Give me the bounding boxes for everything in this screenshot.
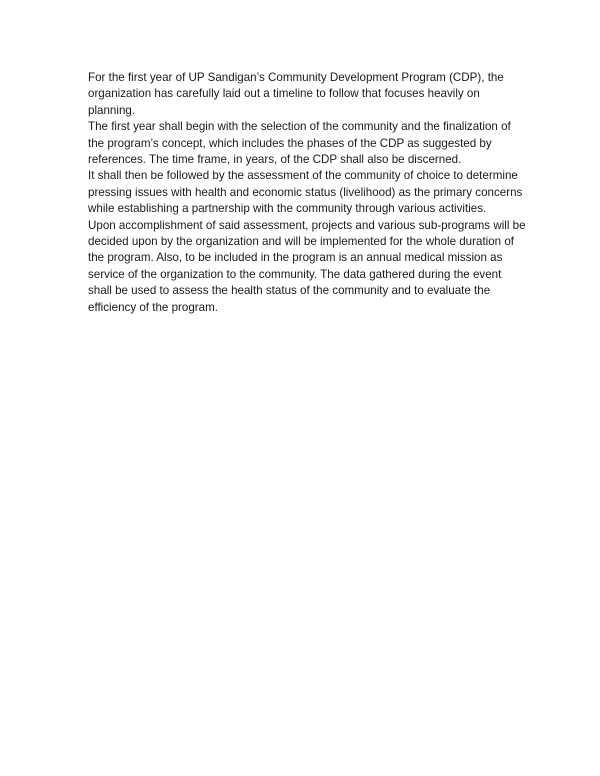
- paragraph-first-year: The first year shall begin with the selection of the community and the finalization of the program’s concept, which includes the phases of the CDP as suggested by references. The time frame, in years, of the CDP shall also be discerned.: [88, 120, 511, 167]
- paragraph-assessment: It shall then be followed by the assessment of the community of choice to determine pressing issues with health and economic status (livelihood) as the primary concerns while establishing a partnership with the community through various activities.: [88, 169, 523, 216]
- document-body: [88, 70, 528, 316]
- paragraph-projects: Upon accomplishment of said assessment, projects and various sub-programs will be decided upon by the organization and will be implemented for the whole duration of the program. Also, to be included in the program is an annual medical mission as service of the organization to the community. The data gathered during the event shall be used to assess the health status of the community and to evaluate the efficiency of the program.: [88, 218, 526, 314]
- paragraph-cdp-intro: For the first year of UP Sandigan’s Community Development Program (CDP), the organization has carefully laid out a timeline to follow that focuses heavily on planning.: [88, 71, 504, 117]
